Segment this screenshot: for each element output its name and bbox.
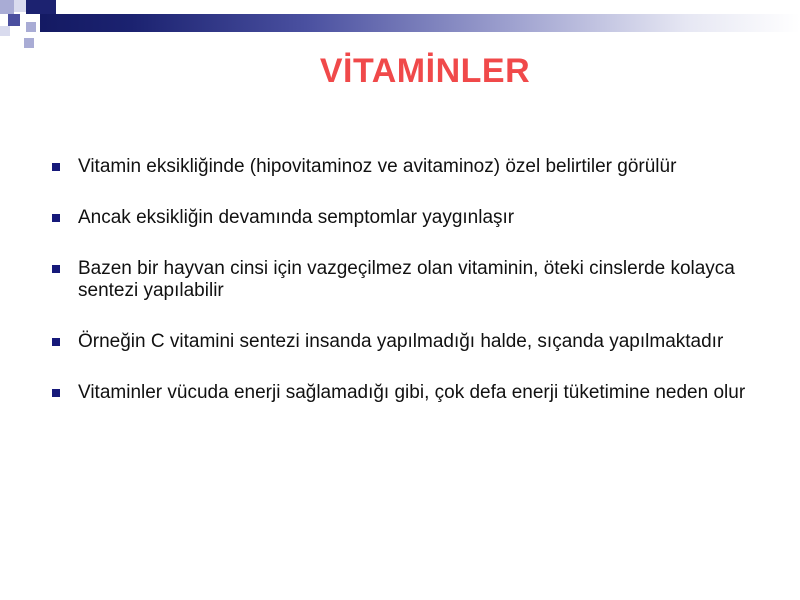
bullet-item — [50, 382, 780, 404]
header-gradient-band — [40, 14, 800, 32]
bullet-item — [50, 331, 780, 353]
slide-title: VİTAMİNLER — [319, 52, 531, 90]
square-bullet-icon — [52, 214, 60, 222]
bullet-text: Vitaminler vücuda enerji sağlamadığı gibi, çok defa enerji tüketimine neden olur — [78, 382, 746, 403]
square-bullet-icon — [52, 163, 60, 171]
bullet-item — [50, 156, 780, 178]
bullet-list — [50, 156, 780, 433]
bullet-item — [50, 207, 780, 229]
square-bullet-icon — [52, 389, 60, 397]
square-bullet-icon — [52, 338, 60, 346]
square-bullet-icon — [52, 265, 60, 273]
bullet-text: Bazen bir hayvan cinsi için vazgeçilmez olan vitaminin, öteki cinslerde kolayca sentezi yapılabilir — [78, 258, 735, 301]
bullet-text: Ancak eksikliğin devamında semptomlar yaygınlaşır — [78, 207, 515, 228]
bullet-text: Vitamin eksikliğinde (hipovitaminoz ve avitaminoz) özel belirtiler görülür — [78, 156, 677, 177]
bullet-item — [50, 258, 780, 302]
bullet-text: Örneğin C vitamini sentezi insanda yapılmadığı halde, sıçanda yapılmaktadır — [78, 331, 724, 352]
